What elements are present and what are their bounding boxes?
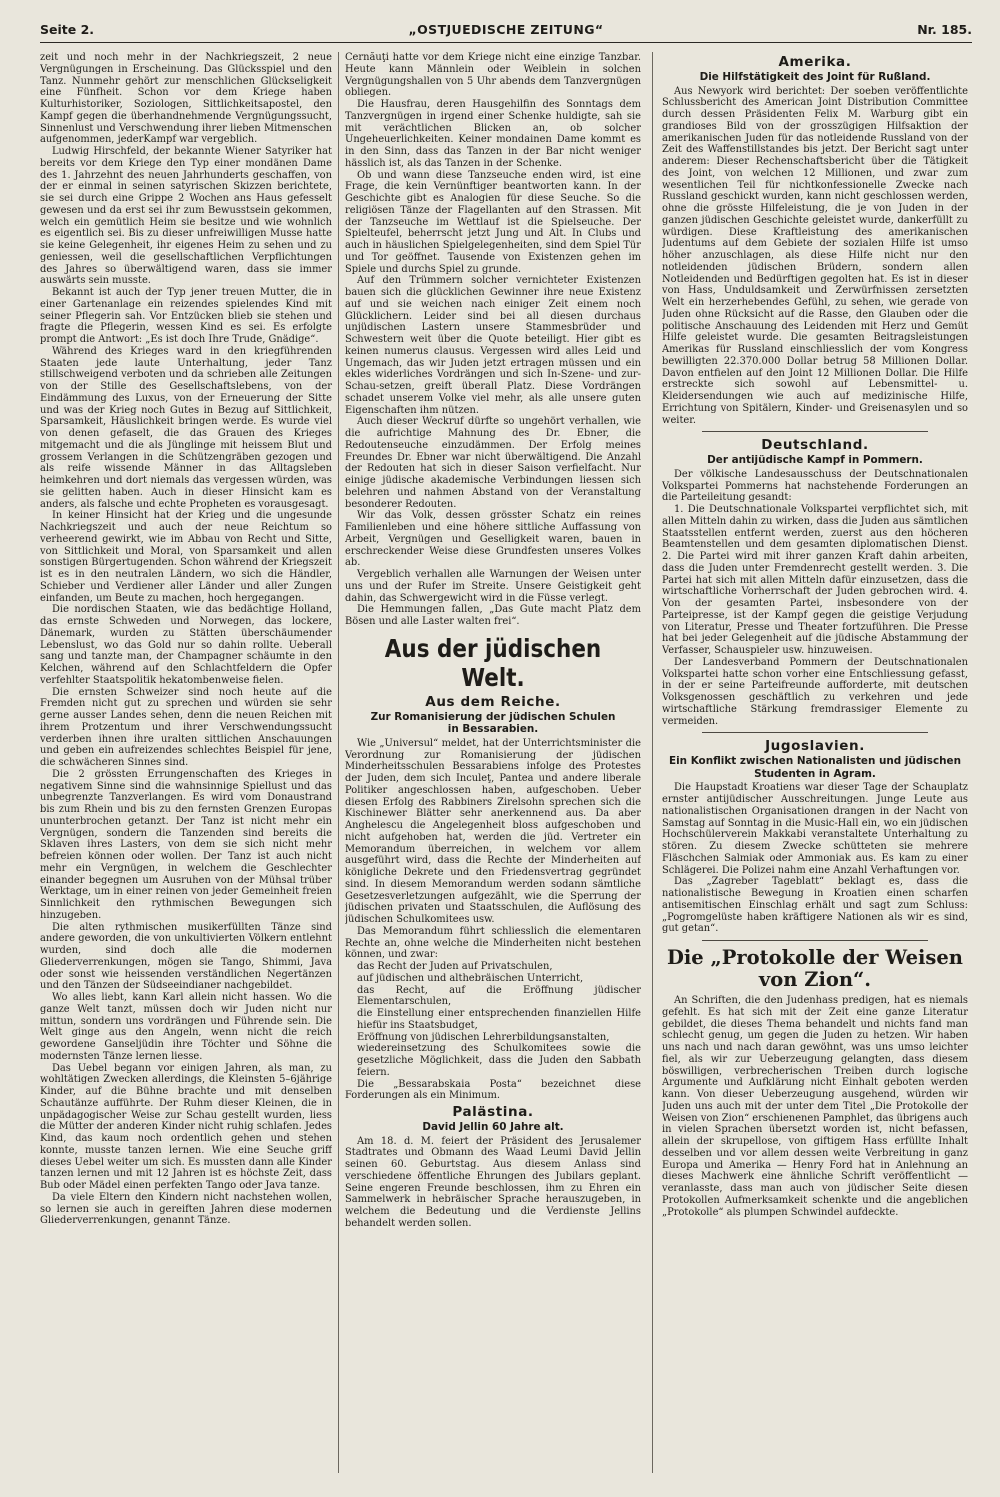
article-title-pommern: Der antijüdische Kampf in Pommern. (707, 454, 923, 467)
article-title-joint: Die Hilfstätigkeit des Joint für Rußland. (699, 71, 931, 83)
col1-paragraph: Während des Krieges ward in den kriegführenden Staaten jede laute Unterhaltung, jeder Tanz stillschweigend verboten und da schrieben alle Zeitungen von der Stille des Gesellschaftslebens, von der Eindämmung des Luxus, von der Erneuerung der Sitte und was der Krieg noch Gutes in Bezug auf Sittlichkeit, Sparsamkeit, Häuslichkeit bringen werde. Es wurde viel von denen gefaselt, die das Grauen des Krieges mitgemacht und die als Jünglinge mit heissem Blut und grossem Verlangen in die Schützengräben gezogen und als reife wissende Männer in das Alltagsleben heimkehren und dort niemals das vergessen würden, was sie gelitten haben. Auch in dieser Hinsicht kam es anders, als falsche und echte Propheten es vorausgesagt. (40, 345, 332, 510)
article-title-line: Studenten in Agram. (754, 767, 876, 780)
column-1 (40, 52, 332, 1483)
section-subtitle: Aus dem Reiche. (425, 693, 561, 710)
country-heading-germany: Deutschland. (761, 437, 869, 454)
issue-number: Nr. 185. (917, 22, 972, 37)
country-heading-america: Amerika. (778, 54, 852, 70)
article-paragraph: An Schriften, die den Judenhass predigen, hat es niemals gefehlt. Es hat sich mit der Zeit eine ganze Literatur gebildet, die dieses Thema behandelt und nichts fand man schlecht genug, um gegen die Juden zu hetzen. Wir haben uns nach und nach daran gewöhnt, was uns umso leichter fiel, als wir zur Ueberzeugung gelangten, dass diesem böswilligen, verbrecherischen Treiben durch logische Argumente und Aufklärung nicht Einhalt geboten werden kann. Von dieser Ueberzeugung ausgehend, würden wir Juden uns auch mit der unter dem Titel „Die Protokolle der Weisen von Zion“ erschienenen Pamphlet, das übrigens auch in vielen Sprachen übersetzt worden ist, nicht befassen, allein der skrupellose, von giftigem Hass erfüllte Inhalt desselben und vor allem dessen weite Verbreitung in ganz Europa und Amerika — Henry Ford hat in Anlehnung an dieses Machwerk eine ähnliche Schrift veröffentlicht — veranlasste, dass man auch von jüdischer Seite diesen Protokollen Aufmerksamkeit schenkte und die angeblichen „Protokolle“ als plumpen Schwindel aufdeckte. (662, 995, 968, 1218)
list-item: wiedereinsetzung des Schulkomitees sowie die gesetzliche Möglichkeit, dass die Juden den Sabbath feiern. (357, 1043, 641, 1078)
list-item: das Recht, auf die Eröffnung jüdischer Elementarschulen, (357, 984, 641, 1008)
article-title-line: Zur Romanisierung der jüdischen Schulen (370, 710, 616, 723)
article-paragraph: 1. Die Deutschnationale Volkspartei verpflichtet sich, mit allen Mitteln dahin zu wirken, dass die Juden aus sämtlichen Staatsstellen entfernt werden, zuerst aus den höcheren Beamtenstellen und dem gesamten diplomatischen Dienst. 2. Die Partei wird mit ihrer ganzen Kraft dahin arbeiten, dass die Juden unter Fremdenrecht gestellt werden. 3. Die Partei hat sich mit allen Mitteln dafür einzusetzen, dass die wirtschaftliche Vorherrschaft der Juden gebrochen wird. 4. Von der gesamten Partei, insbesondere von der Parteipresse, ist der Kampf gegen die geistige Verjudung von Literatur, Presse und Theater fortzuführen. Die Presse hat bei jeder Gelegenheit auf die jüdische Abstammung der Verfasser, Schauspieler usw. hinzuweisen. (662, 504, 968, 656)
column-2 (345, 52, 641, 1483)
section-title: Aus der jüdischen Welt. (384, 633, 602, 692)
col1-paragraph: Das Uebel begann vor einigen Jahren, als man, zu wohltätigen Zwecken allerdings, die Kleinsten 5–6jährige Kinder, auf die Bühne brachte und mit denselben Schautänze aufführte. Der Ruhm dieser Kleinen, die in unpädagogischer Weise zur Schau gestellt wurden, liess die Mütter der anderen Kinder nicht ruhig schlafen. Jedes Kind, das kaum noch ordentlich gehen und stehen konnte, musste tanzen lernen. Wie eine Seuche griff dieses Uebel weiter um sich. Es mussten dann alle Kinder tanzen lernen und mit 12 Jahren ist es höchste Zeit, dass Bub oder Mädel einen perfekten Tango oder Java tanze. (40, 1062, 332, 1191)
column-divider-1 (338, 52, 339, 1473)
separator-rule (702, 940, 928, 941)
article-title-line: Ein Konflikt zwischen Nationalisten und jüdischen (669, 755, 961, 768)
article-title-agram (662, 755, 968, 780)
col1-paragraph: zeit und noch mehr in der Nachkriegszeit, 2 neue Vergnügungen in Erscheinung. Das Glücksspiel und den Tanz. Nunmehr gehört zur menschlichen Glückseligkeit eine Fünfheit. Schon vor dem Kriege haben Kulturhistoriker, Soziologen, Sittlichkeitsapostel, den Kampf gegen die überhandnehmende Vergnügungssucht, Sinnenlust und Verschwendung ihrer lieben Mitmenschen aufgenommen, jederKampf war vergeblich. (40, 52, 332, 146)
article-title-protokolle: Die „Protokolle der Weisen von Zion“. (666, 946, 963, 991)
column-divider-2 (652, 52, 653, 1473)
list-item: die Einstellung einer entsprechenden finanziellen Hilfe hiefür ins Staatsbudget, (357, 1008, 641, 1031)
article-paragraph: Das „Zagreber Tageblatt“ beklagt es, dass die nationalistische Bewegung in Kroatien einen scharfen antisemitischen Einschlag erhält und sagt zum Schluss: „Pogromgelüste haben kräftigere Nationen als wir es sind, gut getan“. (662, 876, 968, 935)
article-paragraph: Die Haupstadt Kroatiens war dieser Tage der Schauplatz ernster antijüdischer Ausschreitungen. Junge Leute aus nationalistischen Organisationen drangen in der Nacht von Samstag auf Sonntag in die Music-Hall ein, wo ein jüdischen Hochschülerverein Makkabi veranstaltete Unterhaltung zu stören. Zu diesem Zwecke schütteten sie mehrere Fläschchen Salmiak oder Ammoniak aus. Es kam zu einer Schlägerei. Die Polizei nahm eine Anzahl Verhaftungen vor. (662, 782, 968, 876)
article-title-jellin: David Jellin 60 Jahre alt. (422, 1121, 564, 1133)
col2-paragraph: Wir das Volk, dessen grösster Schatz ein reines Familienleben und eine höhere sittliche Auffassung von Arbeit, Vergnügen und Geselligkeit waren, bauen in erschreckender Weise diese Grundfesten unseres Volkes ab. (345, 510, 641, 569)
col2-paragraph: Auf den Trümmern solcher vernichteter Existenzen bauen sich die glücklichen Gewinner ihre neue Existenz auf und sie weichen nach einiger Zeit einem noch Glücklichern. Leider sind bei all diesen durchaus unjüdischen Lastern unsere Stammesbrüder und Schwestern weit über die Quote beteiligt. Hier gibt es keinen numerus clausus. Vergessen wird alles Leid und Ungemach, das wir Juden jetzt ertragen müssen und ein ekles widerliches Vordrängen und sich In-Szene- und zur-Schau-setzen, greift überall Platz. Diese Vordrängen schadet unserem Volke viel mehr, als alle unsere guten Eigenschaften ihm nützen. (345, 275, 641, 416)
col2-paragraph: Die Hemmungen fallen, „Das Gute macht Platz dem Bösen und alle Laster walten frei“. (345, 604, 641, 627)
separator-rule (702, 732, 928, 733)
col1-paragraph: Die ernsten Schweizer sind noch heute auf die Fremden nicht gut zu sprechen und würden sie sehr gerne ausser Landes sehen, denn die neuen Reichen mit ihrem Protzentum und ihrer Verschwendungssucht verderben ihnen ihre uralten sittlichen Anschauungen und geben ein aufreizendes schlechtes Beispiel für jene, die schwächeren Sinnes sind. (40, 686, 332, 768)
column-3 (662, 52, 968, 1483)
col1-paragraph: Bekannt ist auch der Typ jener treuen Mutter, die in einer Gartenanlage ein reizendes spielendes Kind mit seiner Pflegerin sah. Vor Entzücken blieb sie stehen und fragte die Pflegerin, wessen Kind es sei. Es erfolgte prompt die Antwort: „Es ist doch Ihre Trude, Gnädige“. (40, 287, 332, 345)
col1-paragraph: Die nordischen Staaten, wie das bedächtige Holland, das ernste Schweden und Norwegen, das lockere, Dänemark, wurden zu Stätten überschäumender Lebenslust, wo das Gold nur so dahin rollte. Ueberall sang und tanzte man, der Champagner schäumte in den Kelchen, während auf den Schlachtfeldern die Opfer verfehlter Staatspolitik hekatombenweise fielen. (40, 604, 332, 686)
article-paragraph: Aus Newyork wird berichtet: Der soeben veröffentlichte Schlussbericht des American Joint Distribution Committee durch dessen Präsidenten Felix M. Warburg gibt ein grandioses Bild von der grosszügigen Hilfsaktion der amerikanischen Juden für das notleidende Russland von der Zeit des Waffenstillstandes bis jetzt. Der Bericht sagt unter anderem: Dieser Rechenschaftsbericht über die Tätigkeit des Joint, von welchen 12 Millionen, und zwar zum wesentlichen Teil für nichtkonfessionelle Zwecke nach Russland geschickt wurden, kann nicht geschlossen werden, ohne die grösste Hilfeleistung, die je von Juden in der ganzen jüdischen Geschichte geleistet wurde, dankerfüllt zu würdigen. Diese Kraftleistung des amerikanischen Judentums auf dem Gebiete der sozialen Hilfe ist umso höher anzuschlagen, als diese Hilfe nicht nur den notleidenden jüdischen Brüdern, sondern allen Notleidenden und Bedürftigen gegolten hat. Es ist in dieser von Hass, Unduldsamkeit und Zerwürfnissen zersetzten Welt ein herzerhebendes Gefühl, zu sehen, wie gerade von Juden ohne Rücksicht auf die Rasse, den Glauben oder die politische Anschauung des Leidenden mit Herz und Gemüt Hilfe geleistet wurde. Die gesamten Beitragsleistungen Amerikas für Russland einschliesslich der vom Kongress bewilligten 22.370.000 Dollar betrug 58 Millionen Dollar. Davon entfielen auf den Joint 12 Millionen Dollar. Die Hilfe erstreckte sich sowohl auf Lebensmittel- u. Kleidersendungen wie auch auf medizinische Hilfe, Errichtung von Spitälern, Kinder- und Greisenasylen und so weiter. (662, 85, 968, 426)
country-heading-palestine: Palästina. (452, 1104, 534, 1120)
col2-paragraph: Auch dieser Weckruf dürfte so ungehört verhallen, wie die aufrichtige Mahnung des Dr. Ebner, die Redoutenseuche einzudämmen. Der Erfolg meines Freundes Dr. Ebner war nicht überwältigend. Die Anzahl der Redouten hat sich in dieser Saison verfielfacht. Nur einige jüdische akademische Verbindungen liessen sich belehren und nahmen Abstand von der Veranstaltung besonderer Redouten. (345, 416, 641, 510)
article-paragraph: Wie „Universul“ meldet, hat der Unterrichtsminister die Verordnung zur Romanisierung der jüdischen Minderheitsschulen Bessarabiens infolge des Protestes der Juden, dem sich Inculeţ, Pantea und andere liberale Politiker angeschlossen haben, aufgeschoben. Ueber diesen Erfolg des Rabbiners Zirelsohn sprechen sich die Kischinewer Blätter sehr anerkennend aus. Da aber Anghelescu die Angelegenheit bloss aufgeschoben und nicht aufgehoben hat, werden die jüd. Vertreter ein Memorandum überreichen, in welchem vor allem ausgeführt wird, dass die Rechte der Minderheiten auf königliche Dekrete und den Friedensvertrag gegründet sind. In diesem Memorandum werden sodann sämtliche Gesetzesverletzungen aufgezählt, wie die Sperrung der jüdischen privaten und Staatsschulen, die Auflösung des jüdischen Schulkomitees usw. (345, 737, 641, 925)
page-header (40, 16, 972, 43)
article-title-romanisierung (345, 711, 641, 736)
col1-paragraph: Da viele Eltern den Kindern nicht nachstehen wollen, so lernen sie auch in gereiften Jahren diese modernen Gliederverrenkungen, genannt Tänze. (40, 1191, 332, 1227)
separator-rule (702, 431, 928, 432)
list-item: das Recht der Juden auf Privatschulen, (357, 961, 553, 972)
page-label: Seite 2. (40, 22, 95, 37)
col1-paragraph: Wo alles liebt, kann Karl allein nicht hassen. Wo die ganze Welt tanzt, müssen doch wir Juden nicht nur mittun, sondern uns vordrängen und Führende sein. Die Welt ginge aus den Angeln, wenn nicht die reich gewordene Ganseljüdin ihre Töchter und Söhne die modernsten Tänze lernen liesse. (40, 992, 332, 1062)
col2-paragraph: Vergeblich verhallen alle Warnungen der Weisen unter uns und der Rufer im Streite. Unsere Geistigkeit geht dahin, das Schwergewicht wird in die Füsse verlegt. (345, 569, 641, 604)
list-item: auf jüdischen und althebräischen Unterricht, (357, 972, 584, 984)
country-heading-yugoslavia: Jugoslavien. (765, 738, 865, 755)
list-item: Eröffnung von jüdischen Lehrerbildungsanstalten, (357, 1031, 610, 1043)
col2-paragraph: Ob und wann diese Tanzseuche enden wird, ist eine Frage, die kein Vernünftiger beantworten kann. In der Geschichte gibt es Analogien für diese Seuche. So die religiösen Tänze der Flagellanten auf den Strassen. Mit der Tanzseuche im Wettlauf ist die Spielseuche. Der Spielteufel, beherrscht jetzt Jung und Alt. In Clubs und auch in häuslichen Spielgelegenheiten, sind dem Spiel Tür und Tor geöffnet. Tausende von Existenzen gehen im Spiele und durchs Spiel zu grunde. (345, 169, 641, 275)
col1-paragraph: Ludwig Hirschfeld, der bekannte Wiener Satyriker hat bereits vor dem Kriege den Typ einer mondänen Dame des 1. Jahrzehnt des neuen Jahrhunderts geschaffen, von der er einmal in seinen satyrischen Skizzen berichtete, sie sei durch eine Grippe 2 Wochen ans Haus gefesselt gewesen und da erst sei ihr zum Bewusstsein gekommen, welch ein gemütlich Heim sie besitze und wie wohnlich es eigentlich sei. Bis zu dieser unfreiwilligen Musse hatte sie keine Gelegenheit, ihr eigenes Heim zu sehen und zu geniessen, weil die gesellschaftlichen Verpflichtungen des Jahres so überwältigend waren, dass sie immer auswärts sein musste. (40, 146, 332, 287)
article-title-line: in Bessarabien. (447, 723, 539, 736)
article-paragraph: Die „Bessarabskaia Posta“ bezeichnet diese Forderungen als ein Minimum. (345, 1078, 641, 1102)
article-paragraph: Der völkische Landesausschuss der Deutschnationalen Volkspartei Pommerns hat nachstehende Forderungen an die Parteileitung gesandt: (662, 468, 968, 504)
col1-paragraph: In keiner Hinsicht hat der Krieg und die ungesunde Nachkriegszeit und auch der neue Reichtum so verheerend gewirkt, wie im Abbau von Recht und Sitte, von Sittlichkeit und Moral, von Sparsamkeit und allen sonstigen Bürgertugenden. Schon während der Kriegszeit ist es in den neutralen Ländern, wo sich die Händler, Schieber und Verdiener aller Länder und aller Zungen einfanden, um Beute zu machen, hoch hergegangen. (40, 510, 332, 604)
paper-name: „OSTJUEDISCHE ZEITUNG“ (408, 22, 604, 37)
article-paragraph: Das Memorandum führt schliesslich die elementaren Rechte an, ohne welche die Minderheiten nicht bestehen können, und zwar: (345, 925, 641, 961)
col2-paragraph: Die Hausfrau, deren Hausgehilfin des Sonntags dem Tanzvergnügen in irgend einer Schenke huldigte, sah sie mit verächtlichen Blicken an, ob solcher Ungeheuerlichkeiten. Keiner mondainen Dame kommt es in den Sinn, dass das Tanzen in der Bar nicht weniger hässlich ist, als das Tanzen in der Schenke. (345, 99, 641, 169)
col1-paragraph: Die alten rythmischen musikerfüllten Tänze sind andere geworden, die von unkultivierten Völkern entlehnt wurden, sind doch alle die modernen Gliederverrenkungen, mögen sie Tango, Shimmi, Java oder sonst wie heissenden verständlichen Negertänzen und den Tänzen der Südseeindianer nachgebildet. (40, 921, 332, 992)
article-paragraph: Am 18. d. M. feiert der Präsident des Jerusalemer Stadtrates und Obmann des Waad Leumi David Jellin seinen 60. Geburtstag. Aus diesem Anlass sind verschiedene öffentliche Ehrungen des Jubilars geplant. Seine engeren Freunde beschlossen, ihm zu Ehren ein Sammelwerk in hebräischer Sprache herauszugeben, in welchem die Bedeutung und die Verdienste Jellins behandelt werden sollen. (345, 1135, 641, 1229)
article-paragraph: Der Landesverband Pommern der Deutschnationalen Volkspartei hatte schon vorher eine Entschliessung gefasst, in der er seine Parteifreunde aufforderte, mit deutschen Volksgenossen geschäftlich zu verkehren und jede wirtschaftliche Stärkung fremdrassiger Elemente zu vermeiden. (662, 656, 968, 727)
col1-paragraph: Die 2 grössten Errungenschaften des Krieges in negativem Sinne sind die wahnsinnige Spiellust und das unbegrenzte Tanzverlangen. Es wird vom Donaustrand bis zum Rhein und bis zu den fernsten Grenzen Europas ununterbrochen getanzt. Der Tanz ist nicht mehr ein Vergnügen, sondern die Tanzenden sind bereits die Sklaven ihres Lasters, von dem sie sich nicht mehr befreien können oder wollen. Der Tanz ist auch nicht mehr ein Vergnügen, in welchem die Geschlechter einander begegnen um Ausruhen von der Mühsal trüber Werktage, um in einer reinen von jeder Gemeinheit freien Sinnlichkeit den rythmischen Bewegungen sich hinzugeben. (40, 768, 332, 921)
demands-list (345, 961, 641, 1079)
col2-paragraph: Cernăuţi hatte vor dem Kriege nicht eine einzige Tanzbar. Heute kann Männlein oder Weiblein in solchen Vergnügungshallen von 5 Uhr abends dem Tanzvergnügen obliegen. (345, 52, 641, 99)
